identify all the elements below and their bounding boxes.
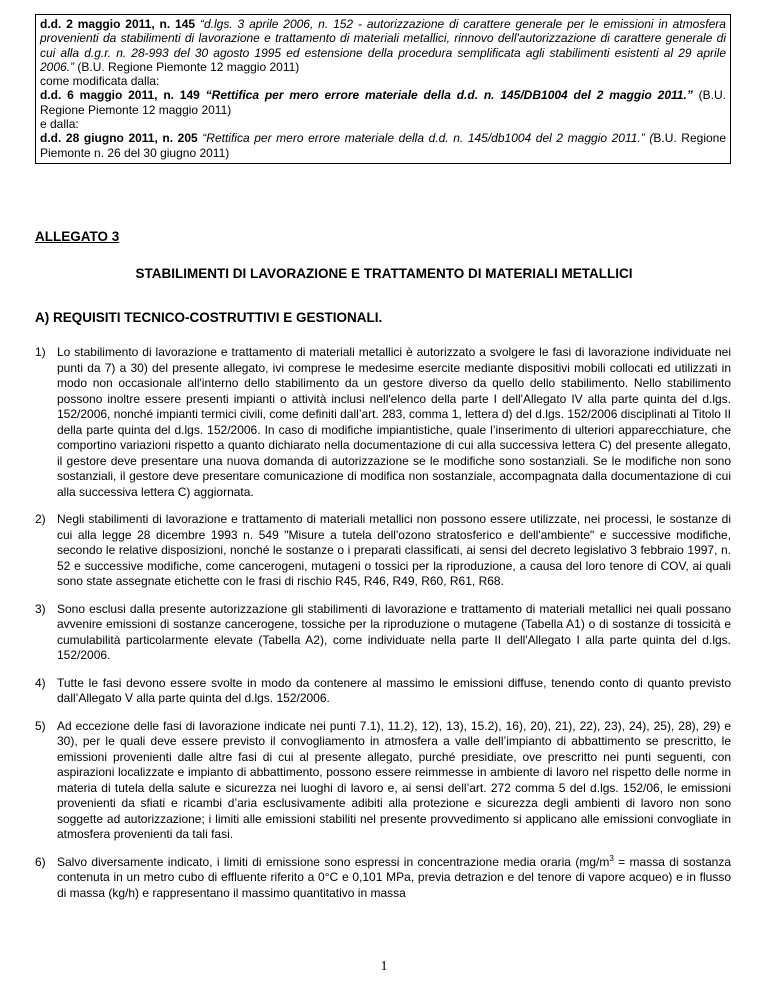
item-text-part: = massa di sostanza contenuta in un metro cubo di effluente riferito a 0°C e 0,101 MPa, previa detrazion e del tenore di vapore acqueo) e in flusso di massa (kg/h) e rappresentano il massimo quantitativo in massa (57, 854, 732, 900)
document-reference-box (35, 14, 731, 164)
ref-number: d.d. 2 maggio 2011, n. 145 (40, 17, 196, 31)
item-text: Lo stabilimento di lavorazione e trattamento di materiali metallici è autorizzato a svolgere le fasi di lavorazione individuate nei punti da 7) a 30) del presente allegato, ivi comprese le medesime esercite mediante dispositivi mobili collocati ed utilizzati in modo non occasionale all'interno dello stabilimento da un gestore diverso da quello dello stabilimento. Nello stabilimento possono inoltre essere presenti impianti o attività inclusi nell'elenco della parte I dell'Allegato IV alla parte quinta del d.lgs. 152/2006, nonché impianti termici civili, come definiti dall’art. 283, comma 1, lettera d) del d.lgs. 152/2006 disciplinati al Titolo II della parte quinta del d.lgs. 152/2006. In caso di modifiche impiantistiche, quale l’inserimento di ulteriori apparecchiature, che comportino variazioni rispetto a quanto dichiarato nella documentazione di cui alla successiva lettera C) del presente allegato, il gestore deve presentare una nuova domanda di autorizzazione se le modifiche sono sostanziali. Se le modifiche non sono sostanziali, il gestore deve presentare comunicazione di modifica non sostanziale, accompagnata dalla documentazione di cui alla successiva lettera C) aggiornata. (57, 345, 731, 499)
item-number: 2) (35, 512, 46, 526)
ref-title: “Rettifica per mero errore materiale della d.d. n. 145/DB1004 del 2 maggio 2011.” (205, 88, 693, 103)
and-by-label: e dalla: (40, 117, 79, 132)
ref-source: (B.U. Regione Piemonte 12 maggio 2011) (77, 59, 300, 74)
item-number: 4) (35, 675, 46, 690)
item-text (57, 855, 731, 902)
ref-number: d.d. 6 maggio 2011, n. 149 (40, 88, 200, 103)
annex-label: ALLEGATO 3 (35, 229, 120, 244)
item-number: 3) (35, 601, 46, 616)
ref-title: “d.lgs. 3 aprile 2006, n. 152 - autorizzazione di carattere generale per le emissioni in atmosfera provenienti da stabilimenti di lavorazione e trattamento di materiali metallici, rinnovo dell'autorizzazione di carattere generale di cui alla d.g.r. n. 28-993 del 30 agosto 1995 ed estensione della procedura semplificata agli stabilimenti esistenti al 29 aprile 2006.” (40, 17, 726, 74)
list-item (35, 512, 731, 590)
ref-number: d.d. 28 giugno 2011, n. 205 (40, 131, 198, 146)
section-heading: A) REQUISITI TECNICO-COSTRUTTIVI E GESTIONALI. (35, 310, 383, 325)
item-text: Sono esclusi dalla presente autorizzazione gli stabilimenti di lavorazione e trattamento di materiali metallici nei quali possano avvenire emissioni di sostanze cancerogene, tossiche per la riproduzione o mutagene (Tabella A1) o di sostanze di tossicità e cumulabilità particolarmente elevate (Tabella A2), come individuate nella parte II dell'Allegato I alla parte quinta del d.lgs. 152/2006. (57, 601, 731, 662)
list-item (35, 676, 731, 707)
reference-dd-205 (40, 131, 726, 160)
ref-source: B.U. Regione Piemonte n. 26 del 30 giugno 2011) (40, 131, 727, 160)
ref-source: (B.U. Regione Piemonte 12 maggio 2011) (40, 88, 726, 117)
requirements-list (35, 345, 731, 913)
superscript: 3 (609, 853, 614, 863)
ref-title: “Rettifica per mero errore materiale della d.d. n. 145/db1004 del 2 maggio 2011.” ( (202, 131, 654, 146)
page-title: STABILIMENTI DI LAVORAZIONE E TRATTAMENTO DI MATERIALI METALLICI (135, 266, 633, 281)
reference-dd-145 (40, 17, 726, 74)
item-number: 1) (35, 345, 46, 359)
item-text-part: Salvo diversamente indicato, i limiti di emissione sono espressi in concentrazione media oraria (mg/m (57, 854, 610, 869)
reference-dd-149 (40, 88, 726, 117)
list-item (35, 345, 731, 500)
item-text: Ad eccezione delle fasi di lavorazione indicate nei punti 7.1), 11.2), 12), 13), 15.2), 16), 20), 21), 22), 23), 24), 25), 28), 29) e 30), per le quali deve essere previsto il convogliamento in atmosfera a valle dell’impianto di abbattimento se prescritto, le emissioni provenienti dalle altre fasi di cui al presente allegato, purché presidiate, ove prescritto nei punti seguenti, con aspirazioni localizzate e impianto di abbattimento, possono essere reimmesse in ambiente di lavoro nel rispetto delle norme in materia di tutela della salute e sicurezza nei luoghi di lavoro e, ai sensi dell’art. 272 comma 5 del d.lgs. 152/06, le emissioni provenienti da sfiati e ricambi d’aria esclusivamente adibiti alla protezione e sicurezza degli ambienti di lavoro non sono soggette ad autorizzazione; i limiti alle emissioni stabiliti nel presente provvedimento si applicano alle emissioni convogliate in atmosfera provenienti da tali fasi. (57, 718, 731, 841)
list-item (35, 855, 731, 902)
item-number: 5) (35, 718, 46, 733)
list-item (35, 719, 731, 843)
item-text: Negli stabilimenti di lavorazione e trattamento di materiali metallici non possono essere utilizzate, nei processi, le sostanze di cui alla legge 28 dicembre 1993 n. 549 "Misure a tutela dell'ozono stratosferico e dell'ambiente" e successive modifiche, secondo le relative disposizioni, nonché le sostanze o i preparati classificati, ai sensi del decreto legislativo 3 febbraio 1997, n. 52 e successive modifiche, come cancerogeni, mutageni o tossici per la riproduzione, a causa del loro tenore di COV, ai quali sono state assegnate etichette con le frasi di rischio R45, R46, R49, R60, R61, R68. (57, 512, 731, 588)
modified-by-label: come modificata dalla: (40, 74, 160, 89)
page-number: 1 (380, 959, 388, 974)
list-item (35, 602, 731, 664)
item-text: Tutte le fasi devono essere svolte in modo da contenere al massimo le emissioni diffuse, tenendo conto di quanto previsto dall’Allegato V alla parte quinta del d.lgs. 152/2006. (57, 675, 731, 705)
item-number: 6) (35, 854, 46, 869)
